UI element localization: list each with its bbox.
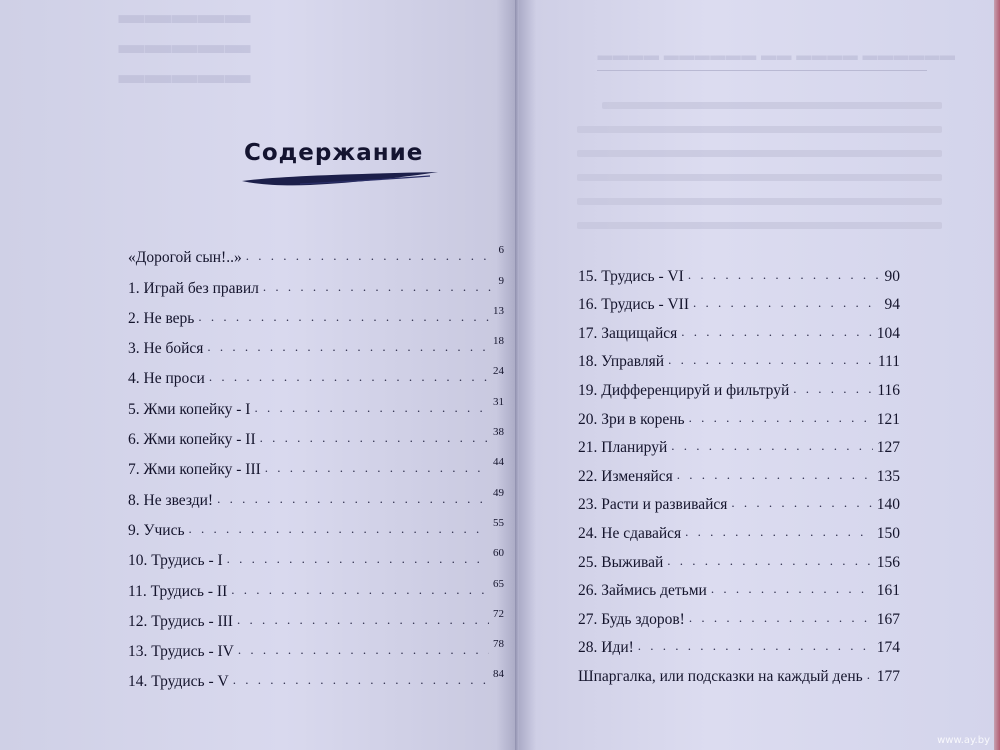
page-number: 116 (877, 381, 900, 399)
toc-entry[interactable]: 23. Расти и развивайся . . . 140 (578, 487, 900, 516)
page-number: 6 (498, 244, 504, 257)
toc-entry[interactable]: 2. Не верь . . . 13 (128, 299, 504, 329)
book-spine (515, 0, 519, 750)
toc-entry[interactable]: 7. Жми копейку - III . . . 44 (128, 450, 504, 480)
page-number: 60 (493, 547, 504, 560)
page-number: 127 (876, 439, 900, 457)
toc-entry[interactable]: 13. Трудись - IV . . . 78 (128, 632, 504, 662)
page-number: 140 (876, 496, 900, 514)
page-number: 156 (876, 553, 900, 571)
page-number: 9 (498, 274, 504, 287)
toc-entry[interactable]: 19. Дифференцируй и фильтруй . . . 116 (578, 372, 900, 401)
cover-edge (994, 0, 1000, 750)
toc-entry[interactable]: 18. Управляй . . . 111 (578, 344, 900, 373)
toc-entry[interactable]: 16. Трудись - VII . . . 94 (578, 287, 900, 316)
page-number: 24 (493, 365, 504, 378)
site-watermark: www.ay.by (937, 735, 990, 746)
page-number: 65 (493, 577, 504, 590)
toc-entry[interactable]: 8. Не звезди! . . . 49 (128, 480, 504, 510)
toc-entry[interactable]: 3. Не бойся . . . 18 (128, 329, 504, 359)
toc-entry[interactable]: 12. Трудись - III . . . 72 (128, 602, 504, 632)
toc-entry[interactable]: 20. Зри в корень . . . 121 (578, 401, 900, 430)
toc-entry[interactable]: 26. Займись детьми . . . 161 (578, 573, 900, 602)
page-number: 161 (876, 582, 900, 600)
toc-entry[interactable]: 4. Не проси . . . 24 (128, 359, 504, 389)
toc-entry[interactable]: 11. Трудись - II . . . 65 (128, 571, 504, 601)
bleed-through-rule (597, 70, 927, 71)
toc-entry[interactable]: 21. Планируй . . . 127 (578, 430, 900, 459)
page-number: 72 (493, 607, 504, 620)
toc-entry[interactable]: 17. Защищайся . . . 104 (578, 315, 900, 344)
page-number: 150 (876, 524, 900, 542)
toc-entry[interactable]: 5. Жми копейку - I . . . 31 (128, 389, 504, 419)
page-number: 111 (877, 353, 900, 371)
toc-entry[interactable]: Шпаргалка, или подсказки на каждый день . . . 177 (578, 658, 900, 687)
page-number: 167 (876, 610, 900, 628)
page-number: 174 (876, 639, 900, 657)
page-number: 94 (884, 296, 900, 314)
toc-entry[interactable]: 15. Трудись - VI . . . 90 (578, 258, 900, 287)
toc-entry[interactable]: 9. Учись . . . 55 (128, 511, 504, 541)
page-number: 13 (493, 304, 504, 317)
contents-title: Содержание (244, 140, 424, 166)
toc-list-left (128, 238, 504, 692)
page-number: 55 (493, 516, 504, 529)
bleed-through-text: ▬▬▬▬▬▬ ▬▬▬▬ ▬▬ ▬▬▬▬▬▬ ▬▬▬▬ (597, 48, 955, 64)
toc-list-right (578, 258, 900, 687)
page-number: 135 (876, 467, 900, 485)
toc-entry[interactable]: 1. Играй без правил . . . 9 (128, 268, 504, 298)
page-number: 44 (493, 456, 504, 469)
page-number: 121 (876, 410, 900, 428)
page-number: 78 (493, 638, 504, 651)
toc-entry[interactable]: 28. Иди! . . . 174 (578, 630, 900, 659)
brush-stroke-decoration (240, 170, 440, 190)
toc-entry[interactable]: «Дорогой сын!..» . . . 6 (128, 238, 504, 268)
page-number: 38 (493, 426, 504, 439)
toc-entry[interactable]: 24. Не сдавайся . . . 150 (578, 515, 900, 544)
bleed-through-text: ▬▬▬▬▬ ▬▬▬▬▬ ▬▬▬▬▬ (118, 0, 251, 89)
page-number: 18 (493, 335, 504, 348)
toc-entry[interactable]: 14. Трудись - V . . . 84 (128, 662, 504, 692)
toc-entry[interactable]: 27. Будь здоров! . . . 167 (578, 601, 900, 630)
toc-entry[interactable]: 22. Изменяйся . . . 135 (578, 458, 900, 487)
toc-entry[interactable]: 10. Трудись - I . . . 60 (128, 541, 504, 571)
page-number: 177 (876, 667, 900, 685)
page-number: 49 (493, 486, 504, 499)
page-number: 104 (876, 324, 900, 342)
toc-entry[interactable]: 6. Жми копейку - II . . . 38 (128, 420, 504, 450)
page-number: 84 (493, 668, 504, 681)
page-number: 90 (884, 267, 900, 285)
toc-entry[interactable]: 25. Выживай . . . 156 (578, 544, 900, 573)
page-number: 31 (493, 395, 504, 408)
